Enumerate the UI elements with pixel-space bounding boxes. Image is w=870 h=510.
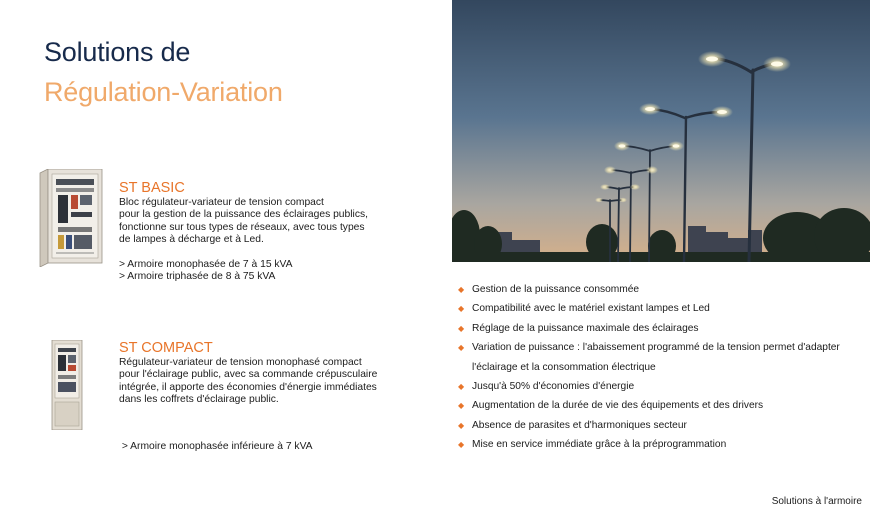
st-basic-specs bbox=[119, 259, 409, 284]
street-lights-photo bbox=[452, 0, 870, 262]
diamond-bullet-icon: ◆ bbox=[458, 420, 465, 430]
st-basic-description-line: fonctionne sur tous types de réseaux, avec tous types bbox=[119, 221, 365, 233]
diamond-bullet-icon: ◆ bbox=[458, 440, 465, 450]
st-compact-description-line: dans les coffrets d'éclairage public. bbox=[119, 394, 279, 406]
st-basic-description-line: Bloc régulateur-variateur de tension compact bbox=[119, 197, 324, 208]
st-basic-description-line: de lampes à décharge et à Led. bbox=[119, 234, 264, 246]
product-st-basic bbox=[119, 180, 409, 283]
st-basic-spec-line: > Armoire monophasée de 7 à 15 kVA bbox=[119, 258, 293, 270]
page-title-line-1: Solutions de bbox=[44, 37, 191, 67]
st-compact-spec-line: > Armoire monophasée inférieure à 7 kVA bbox=[119, 441, 313, 453]
st-compact-title: ST COMPACT bbox=[119, 340, 213, 356]
st-compact-description-line: pour l'éclairage public, avec sa commande crépusculaire bbox=[119, 369, 378, 381]
diamond-bullet-icon: ◆ bbox=[458, 382, 465, 392]
feature-item: ◆ Mise en service immédiate grâce à la préprogrammation bbox=[458, 435, 863, 454]
feature-item-continuation: l'éclairage et la consommation électrique bbox=[472, 361, 656, 373]
st-basic-description-line: pour la gestion de la puissance des éclairages publics, bbox=[119, 209, 368, 221]
st-basic-description bbox=[119, 197, 409, 247]
diamond-bullet-icon: ◆ bbox=[458, 343, 465, 353]
page-title-line-2: Régulation-Variation bbox=[44, 77, 283, 107]
feature-item: ◆ Compatibilité avec le matériel existant lampes et Led bbox=[458, 299, 863, 318]
st-basic-spec-line: > Armoire triphasée de 8 à 75 kVA bbox=[119, 271, 276, 283]
feature-item: ◆ Jusqu'à 50% d'économies d'énergie bbox=[458, 377, 863, 396]
st-compact-description bbox=[119, 357, 409, 407]
feature-list bbox=[458, 280, 863, 455]
st-compact-cabinet-image bbox=[51, 340, 83, 435]
feature-item: ◆ Absence de parasites et d'harmoniques secteur bbox=[458, 416, 863, 435]
diamond-bullet-icon: ◆ bbox=[458, 304, 465, 314]
feature-item: ◆ Réglage de la puissance maximale des éclairages bbox=[458, 319, 863, 338]
feature-item: ◆ Variation de puissance : l'abaissement programmé de la tension permet d'adapter bbox=[458, 338, 863, 357]
st-basic-cabinet-image bbox=[38, 169, 104, 272]
product-st-compact bbox=[119, 340, 409, 479]
diamond-bullet-icon: ◆ bbox=[458, 323, 465, 333]
st-basic-title: ST BASIC bbox=[119, 180, 185, 196]
diamond-bullet-icon: ◆ bbox=[458, 285, 465, 294]
diamond-bullet-icon: ◆ bbox=[458, 401, 465, 411]
st-compact-specs bbox=[119, 417, 409, 479]
feature-item: ◆ Gestion de la puissance consommée bbox=[458, 280, 863, 299]
feature-item: ◆ Augmentation de la durée de vie des équipements et des drivers bbox=[458, 396, 863, 415]
footer-caption: Solutions à l'armoire bbox=[771, 496, 862, 507]
st-compact-description-line: intégrée, il apporte des économies d'énergie immédiates bbox=[119, 381, 377, 393]
st-compact-description-line: Régulateur-variateur de tension monophasé compact bbox=[119, 357, 362, 368]
